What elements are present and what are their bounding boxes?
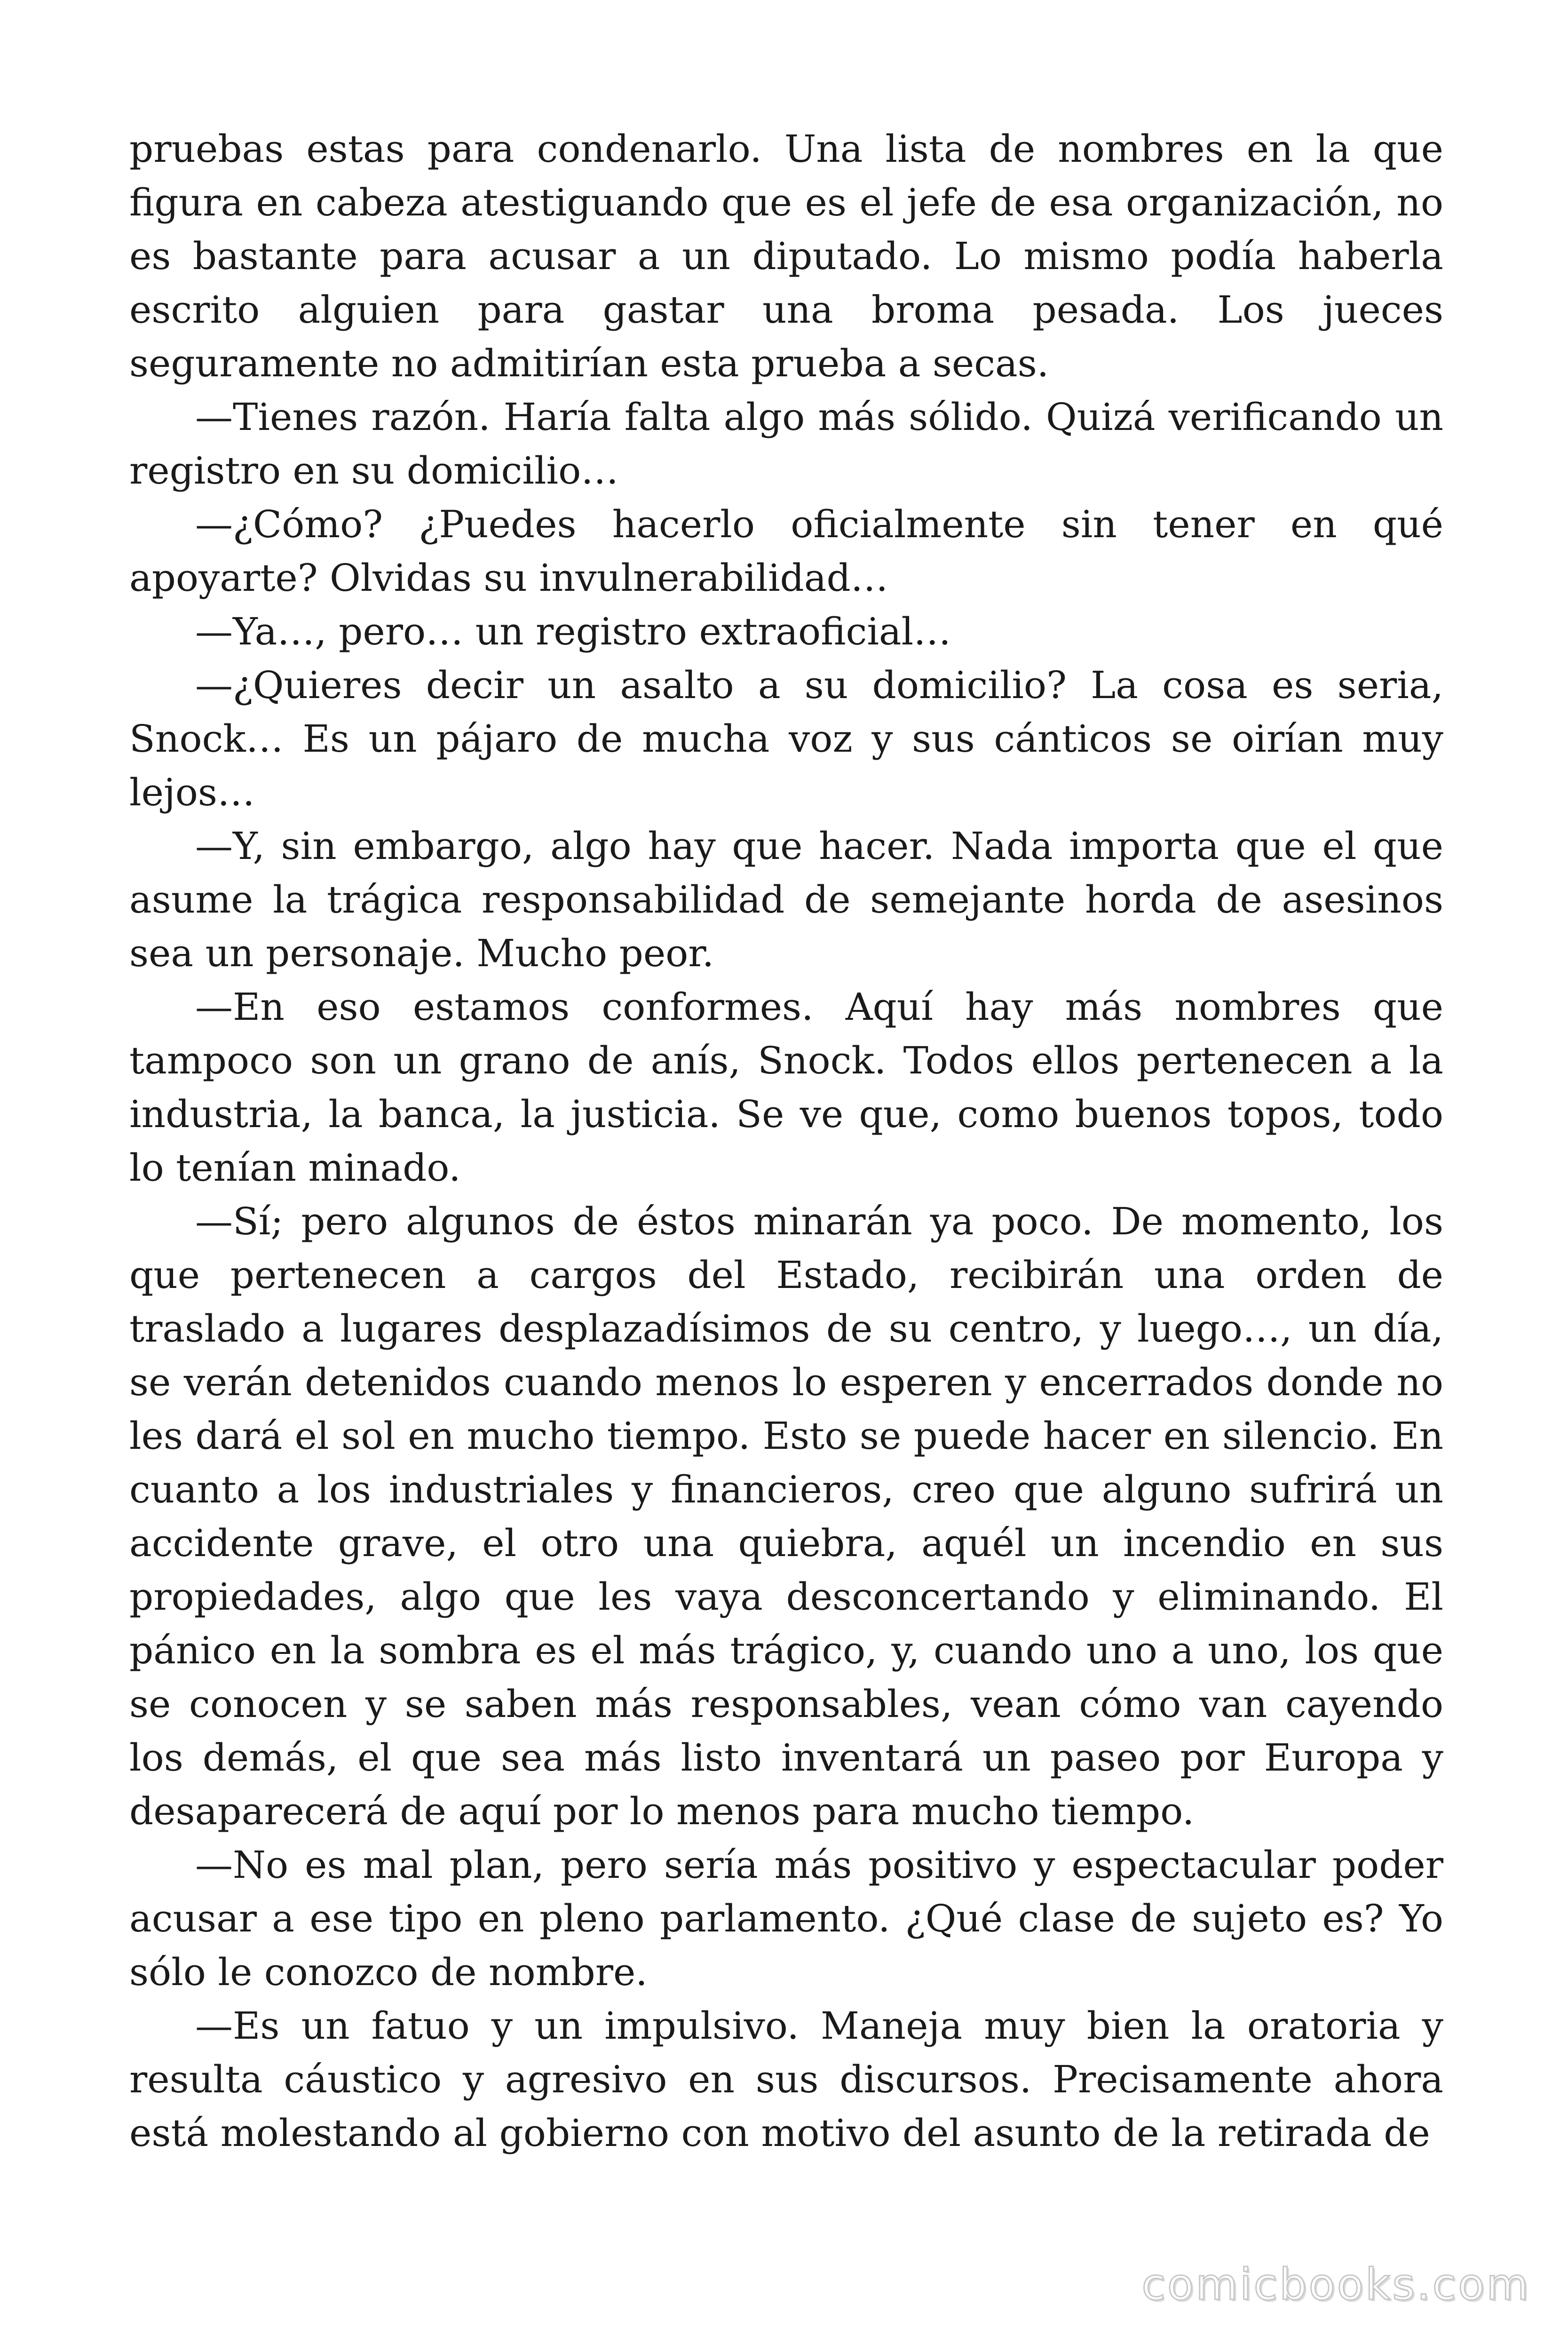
watermark-logo: comicbooks.com bbox=[1141, 2259, 1530, 2310]
book-page-text bbox=[129, 122, 1443, 2160]
dialogue-paragraph: —¿Quieres decir un asalto a su domicilio? La cosa es seria, Snock… Es un pájaro de mucha voz y sus cánticos se oirían muy lejos… bbox=[129, 663, 1443, 814]
dialogue-paragraph: —¿Cómo? ¿Puedes hacerlo oficialmente sin tener en qué apoyarte? Olvidas su invulnerabilidad… bbox=[129, 502, 1443, 600]
paragraph-continuation: pruebas estas para condenarlo. Una lista de nombres en la que figura en cabeza atestiguando que es el jefe de esa organización, no es bastante para acusar a un diputado. Lo mismo podía haberla escrito alguien para gastar una broma pesada. Los jueces seguramente no admitirían esta prueba a secas. bbox=[129, 127, 1443, 385]
dialogue-paragraph: —Y, sin embargo, algo hay que hacer. Nada importa que el que asume la trágica responsabilidad de semejante horda de asesinos sea un personaje. Mucho peor. bbox=[129, 824, 1443, 975]
dialogue-paragraph: —Es un fatuo y un impulsivo. Maneja muy bien la oratoria y resulta cáustico y agresivo en sus discursos. Precisamente ahora está molestando al gobierno con motivo del asunto de la retirada de bbox=[129, 2004, 1443, 2155]
dialogue-paragraph: —No es mal plan, pero sería más positivo y espectacular poder acusar a ese tipo en pleno parlamento. ¿Qué clase de sujeto es? Yo sólo le conozco de nombre. bbox=[129, 1843, 1443, 1994]
dialogue-paragraph: —Tienes razón. Haría falta algo más sólido. Quizá verificando un registro en su domicilio… bbox=[129, 395, 1443, 493]
dialogue-paragraph: —En eso estamos conformes. Aquí hay más nombres que tampoco son un grano de anís, Snock. Todos ellos pertenecen a la industria, la banca, la justicia. Se ve que, como buenos topos, todo lo tenían minado. bbox=[129, 985, 1443, 1190]
dialogue-paragraph: —Ya…, pero… un registro extraoficial… bbox=[195, 610, 951, 653]
dialogue-paragraph: —Sí; pero algunos de éstos minarán ya poco. De momento, los que pertenecen a cargos del Estado, recibirán una orden de traslado a lugares desplazadísimos de su centro, y luego…, un día, se verán detenidos cuando menos lo esperen y encerrados donde no les dará el sol en mucho tiempo. Esto se puede hacer en silencio. En cuanto a los industriales y financieros, creo que alguno sufrirá un accidente grave, el otro una quiebra, aquél un incendio en sus propiedades, algo que les vaya desconcertando y eliminando. El pánico en la sombra es el más trágico, y, cuando uno a uno, los que se conocen y se saben más responsables, vean cómo van cayendo los demás, el que sea más listo inventará un paseo por Europa y desaparecerá de aquí por lo menos para mucho tiempo. bbox=[129, 1200, 1443, 1833]
